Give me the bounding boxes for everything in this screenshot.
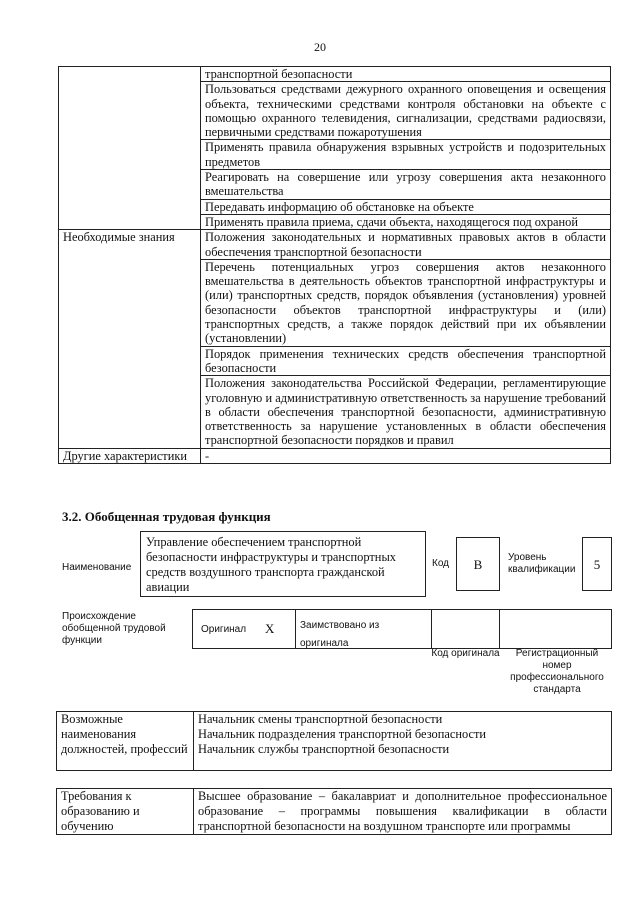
- original-box: [192, 609, 296, 649]
- table-row: [57, 712, 612, 771]
- code-value: B: [456, 537, 500, 591]
- table-cell: Применять правила обнаружения взрывных устройств и подозрительных предметов: [201, 140, 611, 170]
- table-cell: Перечень потенциальных угроз совершения актов незаконного вмешательства в деятельность объектов транспортной инфраструктуры и (или) транспортных средств, порядок объявления (установления) уровней безопасности объектов транспортной инфраструктуры и (или) транспортных средств, а также порядок действий при их объявлении (установлении): [201, 259, 611, 346]
- list-item: Начальник подразделения транспортной безопасности: [198, 727, 487, 741]
- table-cell: Применять правила приема, сдачи объекта, находящегося под охраной: [201, 214, 611, 229]
- positions-table: [56, 711, 612, 771]
- table-cell: Передавать информацию об обстановке на объекте: [201, 199, 611, 214]
- name-value: Управление обеспечением транспортной безопасности инфраструктуры и транспортных средств воздушного транспорта гражданской авиации: [140, 531, 426, 597]
- table-cell: Порядок применения технических средств обеспечения транспортной безопасности: [201, 346, 611, 376]
- name-label: Наименование: [62, 562, 132, 573]
- positions-list: [194, 712, 612, 771]
- original-mark: X: [265, 621, 275, 636]
- level-value: 5: [582, 537, 612, 591]
- education-table: [56, 788, 612, 835]
- education-label: Требования к образованию и обучению: [57, 789, 194, 835]
- table-cell: Положения законодательства Российской Федерации, регламентирующие уголовную и административную ответственность за нарушение требований в области обеспечения транспортной безопасности, административную ответственность за нарушение установленных в области обеспечения транспортной безопасности порядков и правил: [201, 376, 611, 448]
- page-number: 20: [314, 40, 326, 54]
- positions-label: Возможные наименования должностей, профессий: [57, 712, 194, 771]
- row-label-empty: [59, 67, 201, 230]
- table-cell: -: [201, 448, 611, 463]
- borrowed-box: [295, 609, 432, 649]
- origin-label: Происхождение обобщенной трудовой функции: [62, 611, 166, 646]
- level-label: Уровень квалификации: [508, 552, 576, 575]
- table-cell: Пользоваться средствами дежурного охранного оповещения и освещения объекта, техническими средствами контроля обстановки на объекте с помощью охранного телевидения, сигнализации, средствами радиосвязи, первичными средствами пожаротушения: [201, 82, 611, 140]
- borrowed-label: Заимствовано из оригинала: [300, 620, 380, 649]
- row-label-other: Другие характеристики: [59, 448, 201, 463]
- section-heading: 3.2. Обобщенная трудовая функция: [62, 509, 271, 524]
- code-original-box: [431, 609, 500, 649]
- table-cell: транспортной безопасности: [201, 67, 611, 82]
- table-row: [59, 448, 611, 463]
- table-row: [57, 789, 612, 835]
- table-cell: Реагировать на совершение или угрозу совершения акта незаконного вмешательства: [201, 170, 611, 200]
- code-original-caption: Код оригинала: [431, 648, 500, 659]
- list-item: Начальник службы транспортной безопасности: [198, 742, 450, 756]
- original-label: Оригинал: [201, 624, 247, 635]
- table-cell: Положения законодательных и нормативных правовых актов в области обеспечения транспортной безопасности: [201, 230, 611, 260]
- reg-number-box: [499, 609, 612, 649]
- list-item: Начальник смены транспортной безопасности: [198, 712, 443, 726]
- education-value: Высшее образование – бакалавриат и дополнительное профессиональное образование – программы повышения квалификации в области транспортной безопасности на воздушном транспорте или программы: [194, 789, 612, 835]
- skills-knowledge-table: [58, 66, 611, 464]
- row-label-knowledge: Необходимые знания: [59, 230, 201, 448]
- reg-number-caption: Регистрационный номер профессионального стандарта: [510, 648, 604, 695]
- table-row: [59, 230, 611, 260]
- table-row: [59, 67, 611, 82]
- code-label: Код: [432, 558, 450, 569]
